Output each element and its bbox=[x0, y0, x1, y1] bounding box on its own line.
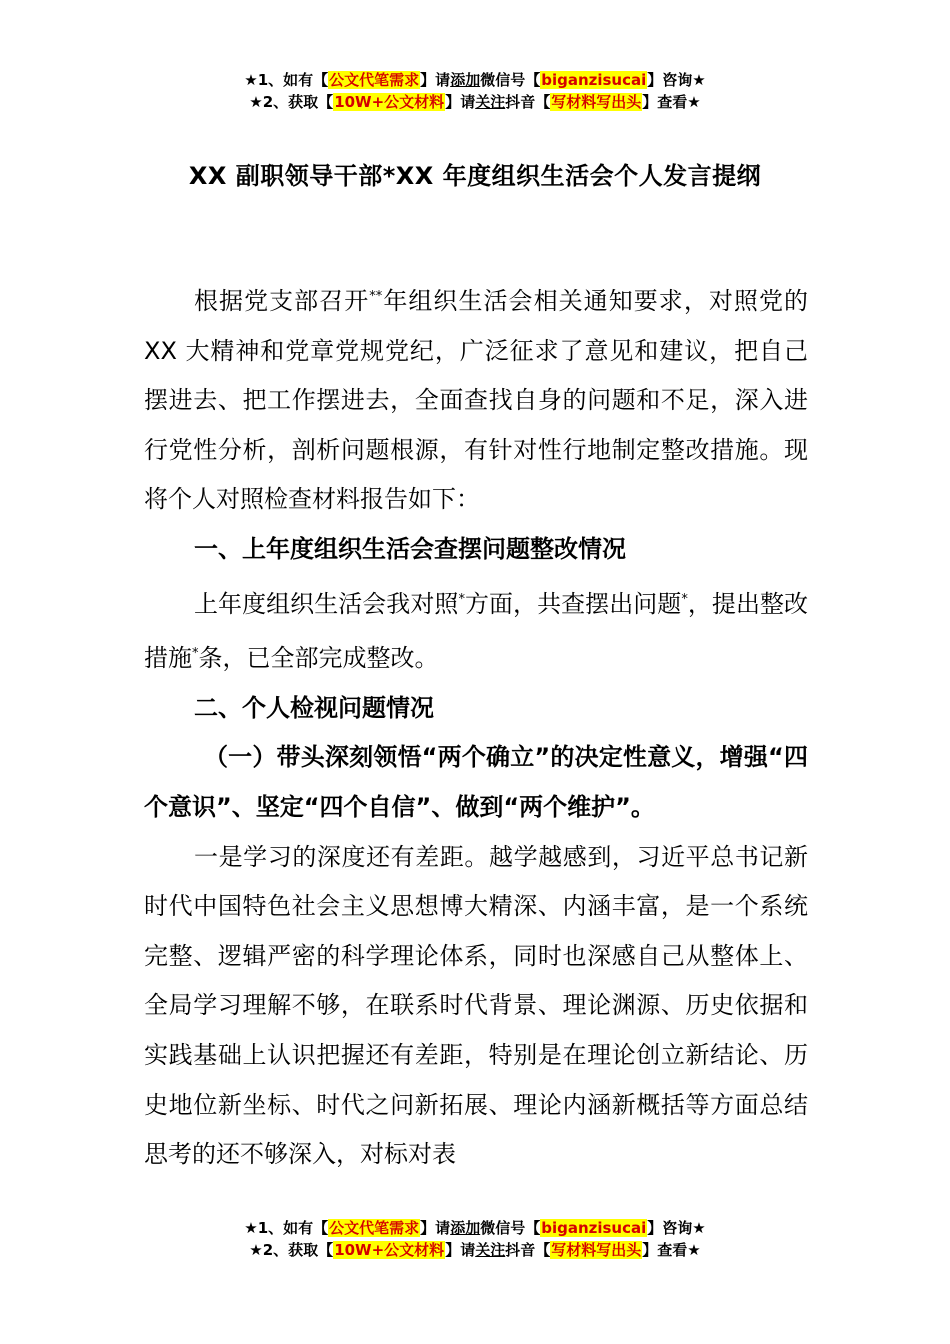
section-heading-2: 二、个人检视问题情况 bbox=[194, 693, 434, 722]
promo-underline: 添加 bbox=[450, 71, 481, 89]
promo-text: 抖音【 bbox=[505, 93, 551, 111]
promo-text: ★1、如有【 bbox=[244, 71, 329, 89]
body-paragraph: 一是学习的深度还有差距。越学越感到，习近平总书记新时代中国特色社会主义思想博大精深、内涵丰富，是一个系统完整、逻辑严密的科学理论体系，同时也深感自己从整体上、全局学习理解不够，在联系时代背景、理论渊源、历史依据和实践基础上认识把握还有差距，特别是在理论创立新结论、历史地位新坐标、时代之问新拓展、理论内涵新概括等方面总结思考的还不够深入，对标对表 bbox=[144, 842, 808, 1169]
promo-highlight: 公文代笔需求 bbox=[329, 71, 420, 89]
promo-text: ★1、如有【 bbox=[244, 1219, 329, 1237]
promo-highlight: 10W+公文材料 bbox=[334, 1241, 445, 1259]
promo-text: 】咨询★ bbox=[647, 71, 706, 89]
section-heading-1: 一、上年度组织生活会查摆问题整改情况 bbox=[194, 534, 626, 563]
promo-line-2 bbox=[0, 1239, 950, 1261]
promo-highlight: 公文代笔需求 bbox=[329, 1219, 420, 1237]
placeholder-asterisk: * bbox=[458, 591, 465, 607]
intro-paragraph bbox=[144, 272, 808, 525]
promo-underline: 添加 bbox=[450, 1219, 481, 1237]
promo-text: 】请 bbox=[420, 71, 451, 89]
placeholder-asterisk: * bbox=[681, 591, 688, 607]
promo-text: 】请 bbox=[445, 93, 476, 111]
para-text: 方面，共查摆出问题 bbox=[464, 589, 682, 618]
promo-highlight: 10W+公文材料 bbox=[334, 93, 445, 111]
para-text: 上年度组织生活会我对照 bbox=[194, 589, 459, 618]
promo-text: ★2、获取【 bbox=[249, 1241, 334, 1259]
promo-underline: 关注 bbox=[475, 93, 506, 111]
promo-line-1 bbox=[0, 1217, 950, 1239]
placeholder-asterisk: ** bbox=[369, 289, 383, 304]
promo-text: ★2、获取【 bbox=[249, 93, 334, 111]
promo-text: 】查看★ bbox=[642, 1241, 701, 1259]
intro-text: 年组织生活会相关通知要求，对照党的 XX 大精神和党章党规党纪，广泛征求了意见和建议，把自己摆进去、把工作摆进去，全面查找自身的问题和不足，深入进行党性分析，剖析问题根源，有针对性行地制定整改措施。现将个人对照检查材料报告如下： bbox=[144, 287, 809, 514]
para-text: 条，已全部完成整改。 bbox=[198, 644, 439, 673]
promo-douyin-id: 写材料写出头 bbox=[551, 1241, 642, 1259]
document-body bbox=[144, 272, 808, 1180]
promo-header bbox=[0, 69, 950, 113]
promo-text: 】请 bbox=[445, 1241, 476, 1259]
promo-wechat-id: biganzisucai bbox=[541, 1219, 647, 1237]
promo-text: 】查看★ bbox=[642, 93, 701, 111]
promo-text: 】咨询★ bbox=[647, 1219, 706, 1237]
intro-text: 根据党支部召开 bbox=[194, 287, 370, 315]
promo-wechat-id: biganzisucai bbox=[541, 71, 647, 89]
placeholder-asterisk: * bbox=[192, 646, 199, 662]
document-title: XX 副职领导干部*XX 年度组织生活会个人发言提纲 bbox=[188, 162, 762, 190]
section1-paragraph bbox=[144, 575, 808, 684]
promo-line-1 bbox=[0, 69, 950, 91]
promo-line-2 bbox=[0, 91, 950, 113]
promo-text: 抖音【 bbox=[505, 1241, 551, 1259]
promo-text: 】请 bbox=[420, 1219, 451, 1237]
para-text: ，提出整改措施 bbox=[144, 589, 809, 673]
promo-underline: 关注 bbox=[475, 1241, 506, 1259]
promo-text: 微信号【 bbox=[480, 71, 541, 89]
promo-douyin-id: 写材料写出头 bbox=[551, 93, 642, 111]
subsection-heading-1: （一）带头深刻领悟“两个确立”的决定性意义，增强“四个意识”、坚定“四个自信”、做到“两个维护”。 bbox=[144, 743, 808, 821]
promo-footer bbox=[0, 1217, 950, 1261]
promo-text: 微信号【 bbox=[480, 1219, 541, 1237]
